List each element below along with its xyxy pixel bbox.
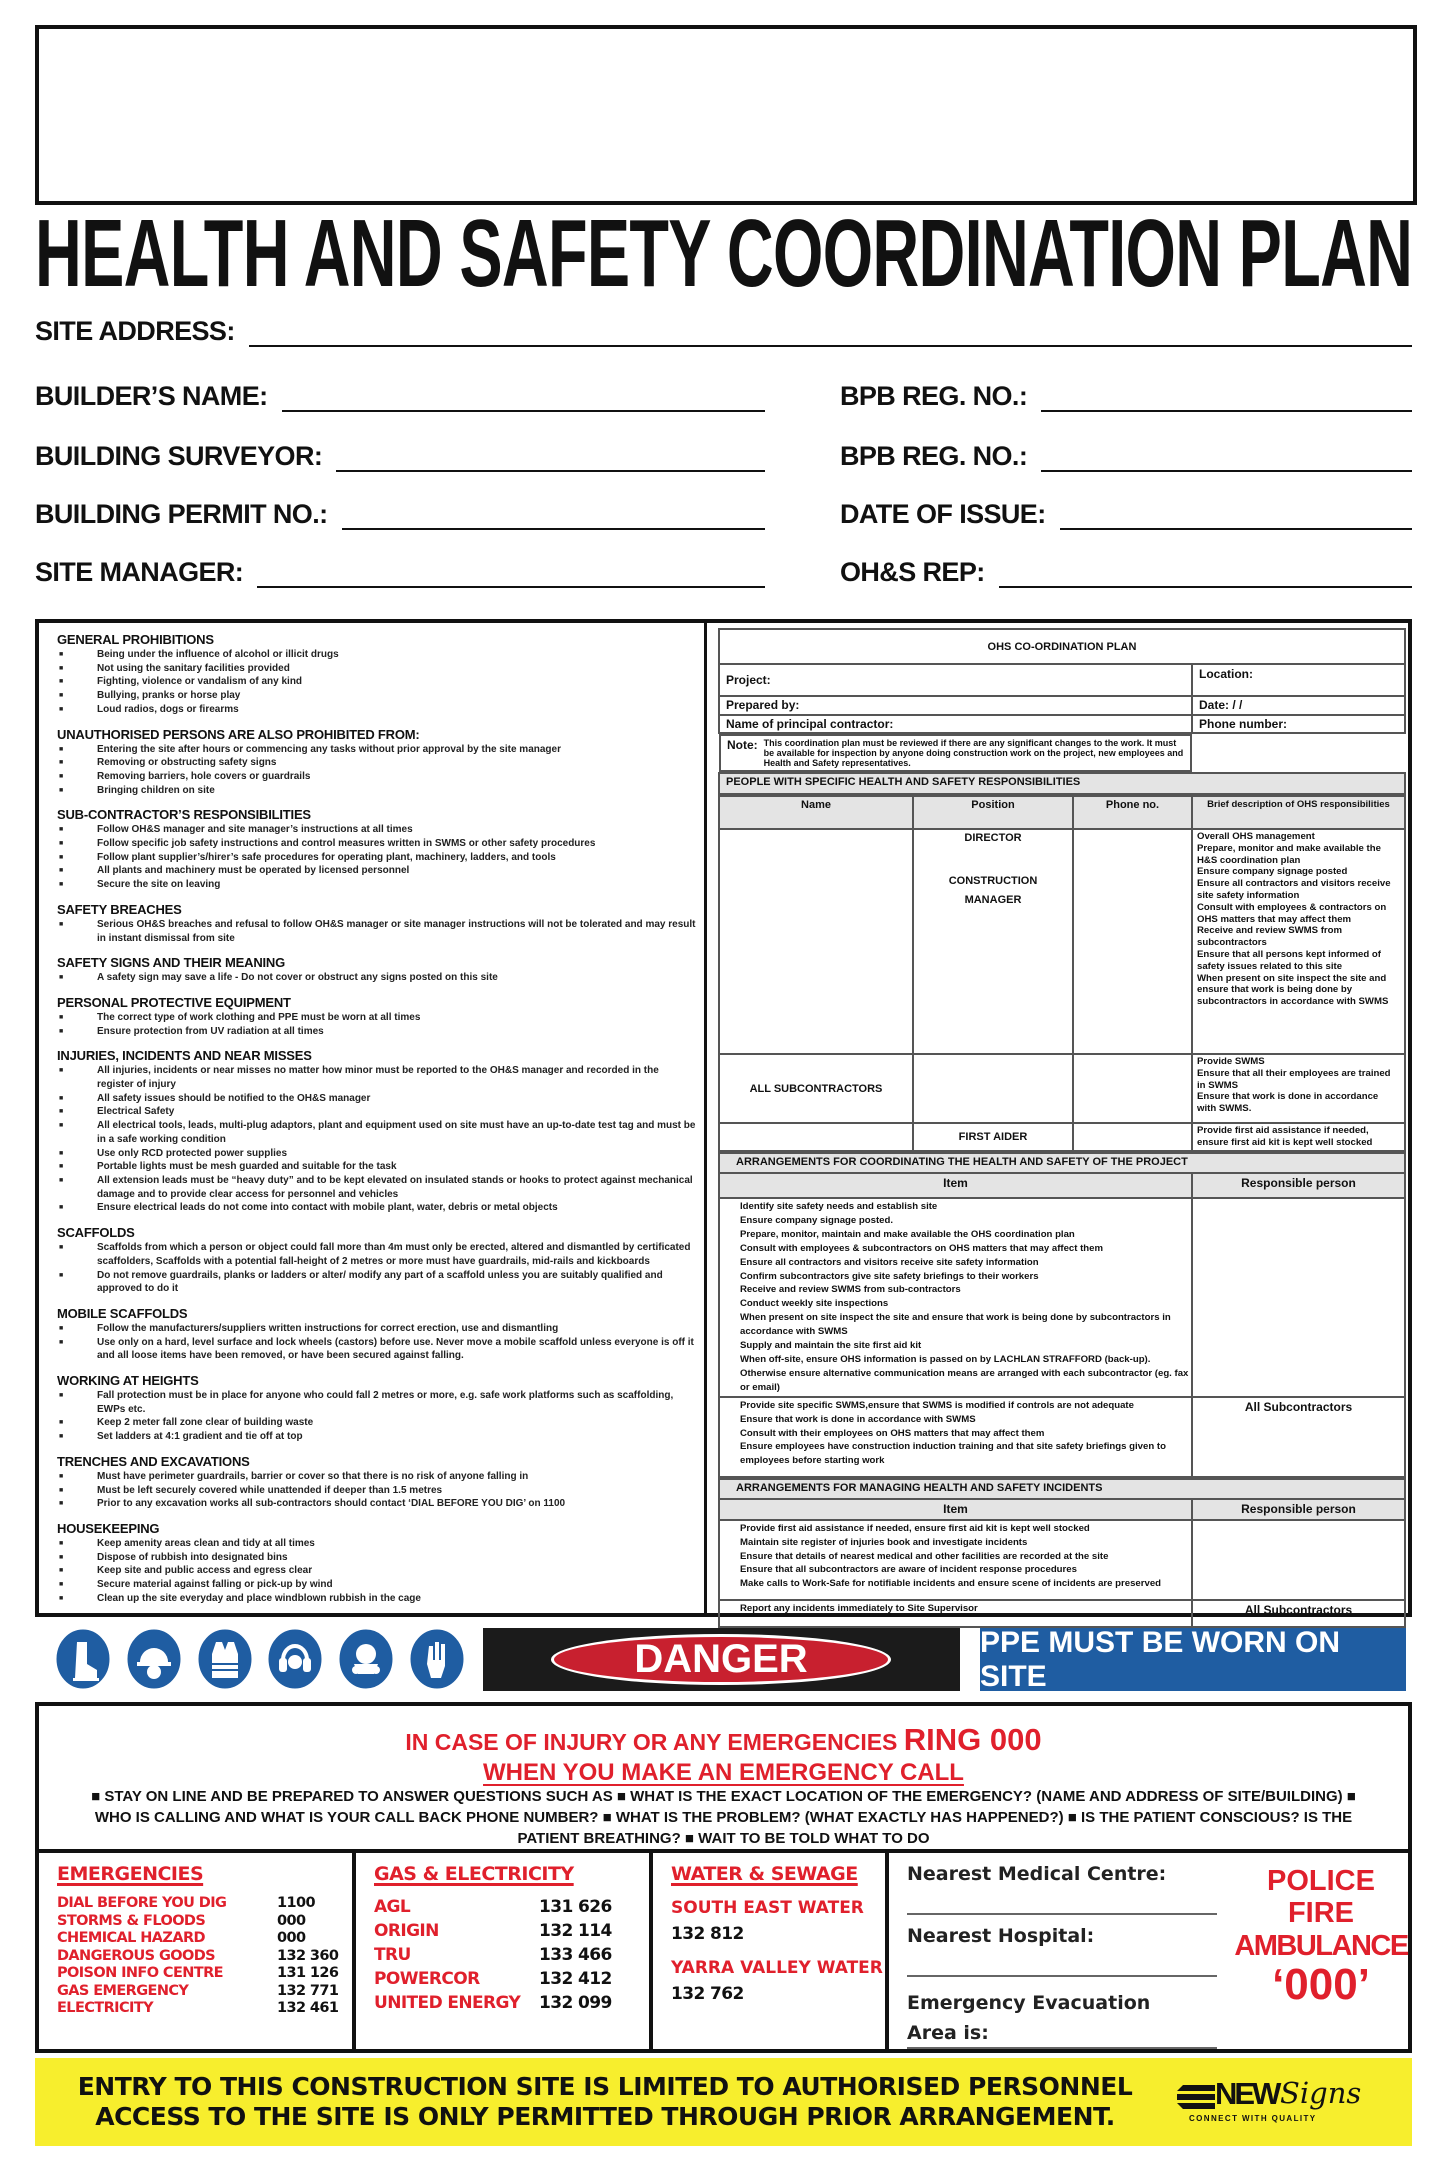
prepared-by-field[interactable]: Prepared by: (719, 696, 1192, 715)
arrangement-item: Identify site safety needs and establish site (740, 1201, 938, 1212)
rule-heading: SUB-CONTRACTOR’S RESPONSIBILITIES (57, 807, 311, 823)
location-field[interactable]: Location: (1192, 664, 1405, 696)
arrangement-row (719, 1600, 1405, 1627)
project-field[interactable]: Project: (719, 664, 1192, 696)
fire-label: FIRE (1287, 1897, 1355, 1929)
rule-item: ■ Electrical Safety (57, 1105, 696, 1119)
contact-name: ORIGIN (374, 1921, 439, 1941)
rule-section (57, 1305, 696, 1363)
rule-item: ■ Must have perimeter guardrails, barrier or cover so that there is no risk of anyone falling in (57, 1470, 696, 1484)
rule-item: ■ All injuries, incidents or near misses no matter how minor must be reported to the OH&S manager and recorded in the register of injury (57, 1064, 696, 1091)
column-header: Brief description of OHS responsibilities (1192, 796, 1405, 829)
rule-item: ■ Must be left securely covered while unattended if deeper than 1.5 metres (57, 1484, 696, 1498)
rule-list (57, 1322, 696, 1363)
rule-section (57, 954, 696, 985)
rule-item: ■ Fall protection must be in place for anyone who could fall 2 metres or more, e.g. safe work platforms such as scaffolding, EWPs etc. (57, 1389, 696, 1416)
phone-cell[interactable] (1073, 1054, 1192, 1123)
field-input-line[interactable] (257, 562, 765, 588)
rule-item: ■ Follow OH&S manager and site manager’s instructions at all times (57, 823, 696, 837)
field-label: BUILDING PERMIT NO.: (35, 499, 328, 529)
coordinating-table (718, 1152, 1406, 1478)
rule-item: ■ Removing barriers, hole covers or guardrails (57, 770, 696, 784)
contact-number: 000 (277, 1930, 306, 1946)
responsible-person-cell[interactable] (1192, 1198, 1405, 1397)
contact-row (57, 1895, 352, 1913)
rule-item: ■ Fighting, violence or vandalism of any kind (57, 675, 696, 689)
responsibility-item: Provide SWMS (1197, 1056, 1265, 1067)
rule-item: ■ A safety sign may save a life - Do not cover or obstruct any signs posted on this site (57, 971, 696, 985)
ppe-text: PPE MUST BE WORN ON SITE (980, 1625, 1341, 1693)
rule-section (57, 1520, 696, 1606)
ambulance-label: AMBULANCE (1234, 1930, 1408, 1962)
rule-item: ■ Being under the influence of alcohol or illicit drugs (57, 648, 696, 662)
note-label: Note: (727, 738, 758, 752)
rule-list (57, 971, 696, 985)
field-label: DATE OF ISSUE: (840, 499, 1046, 529)
gloves-icon (409, 1628, 465, 1690)
rule-item: ■ Dispose of rubbish into designated bins (57, 1551, 696, 1565)
logo-stripes-icon (1175, 2082, 1215, 2112)
contact-name: ELECTRICITY (57, 2000, 153, 2016)
responsibilities-cell (1192, 1054, 1405, 1123)
contact-row (671, 1955, 885, 2007)
arrangement-item: Report any incidents immediately to Site Supervisor (740, 1602, 978, 1614)
responsibility-item: Receive and review SWMS from subcontractors (1197, 925, 1343, 949)
field-label: BPB REG. NO.: (840, 441, 1028, 471)
emergency-subheading: WHEN YOU MAKE AN EMERGENCY CALL (483, 1759, 964, 1786)
responsibility-item: Ensure all contractors and visitors receive site safety information (1197, 878, 1391, 901)
responsibility-item: Prepare, monitor and make available the H&S coordination plan (1197, 842, 1381, 866)
rule-item: ■ Ensure protection from UV radiation at all times (57, 1025, 696, 1039)
arrangement-item: Prepare, monitor, maintain and make available the OHS coordination plan (740, 1228, 1075, 1240)
position-cell (913, 829, 1073, 1054)
fitted-text: ■ STAY ON LINE AND BE PREPARED TO ANSWER QUESTIONS SUCH AS ■ WHAT IS THE EXACT LOCATION OF THE EMERGENCY? (NAME AND ADDRESS OF SITE/BUILDING) ■ (91, 1788, 1356, 1805)
evacuation-line[interactable]: Area is: (907, 2019, 1217, 2049)
rule-item: ■ Keep site and public access and egress clear (57, 1564, 696, 1578)
contact-row (57, 1930, 352, 1948)
contact-number: 132 099 (539, 1993, 612, 2013)
rule-heading: UNAUTHORISED PERSONS ARE ALSO PROHIBITED FROM: (57, 726, 420, 742)
responsibility-item: Ensure that all persons kept informed of safety issues related to this site (1197, 948, 1381, 972)
rule-list (57, 1389, 696, 1444)
arrangement-item: Ensure company signage posted. (740, 1214, 894, 1226)
contact-group-title: WATER & SEWAGE (671, 1863, 858, 1885)
rule-item: ■ Set ladders at 4:1 gradient and tie off at top (57, 1430, 696, 1444)
site-address-field (35, 313, 1412, 347)
contact-number: 132 412 (539, 1969, 612, 1989)
rule-heading: SAFETY BREACHES (57, 901, 182, 917)
coordinating-header: ARRANGEMENTS FOR COORDINATING THE HEALTH AND SAFETY OF THE PROJECT (719, 1153, 1405, 1173)
contact-row (57, 2000, 352, 2018)
field-label: SITE MANAGER: (35, 557, 244, 587)
rule-list (57, 1537, 696, 1606)
people-table (718, 795, 1406, 1152)
ring-000: RING 000 (903, 1722, 1042, 1757)
rule-list (57, 1241, 696, 1296)
responsible-person-cell[interactable]: All Subcontractors (1192, 1600, 1405, 1627)
arrangement-item: When present on site inspect the site and ensure that work is being done by subcontractors in accordance with SWMS (740, 1312, 1171, 1338)
respirator-icon (338, 1628, 394, 1690)
contact-number: 131 626 (539, 1897, 612, 1917)
rule-item: ■ Use only RCD protected power supplies (57, 1147, 696, 1161)
emergency-heading-text: IN CASE OF INJURY OR ANY EMERGENCIES (405, 1729, 904, 1755)
arrangement-item: Confirm subcontractors give site safety briefings to their workers (740, 1270, 1039, 1282)
person-name-cell[interactable] (719, 829, 913, 1054)
logo-new: NEW (1215, 2076, 1279, 2111)
nearest-facilities (889, 1853, 1234, 2053)
form-field-right (840, 496, 1412, 530)
banner-line-1: ENTRY TO THIS CONSTRUCTION SITE IS LIMITED TO AUTHORISED PERSONNEL (77, 2072, 1133, 2101)
arrangement-item: Ensure that details of nearest medical and other facilities are recorded at the site (740, 1550, 1109, 1562)
responsibility-item: Ensure that work is done in accordance with SWMS. (1197, 1091, 1379, 1115)
page-title (35, 200, 1413, 307)
emergency-number: ‘000’ (1272, 1960, 1370, 2009)
fitted-text: WHO IS CALLING AND WHAT IS YOUR CALL BACK PHONE NUMBER? ■ WHAT IS THE PROBLEM? (WHAT EXACTLY HAS HAPPENED?) ■ IS THE PATIENT CONSCIOUS? IS THE (94, 1809, 1353, 1826)
field-label: BUILDING SURVEYOR: (35, 441, 323, 471)
rule-heading: GENERAL PROHIBITIONS (57, 632, 214, 647)
rule-item: ■ Follow the manufacturers/suppliers written instructions for correct erection, use and dismantling (57, 1322, 696, 1336)
incidents-header: ARRANGEMENTS FOR MANAGING HEALTH AND SAFETY INCIDENTS (719, 1479, 1405, 1499)
site-rules (39, 623, 707, 1613)
form-field-right (840, 438, 1412, 472)
contact-row (374, 1991, 649, 2015)
rule-item: ■ Portable lights must be mesh guarded and suitable for the task (57, 1160, 696, 1174)
form-field-left (35, 438, 765, 472)
rule-section (57, 1047, 696, 1215)
person-name-cell[interactable] (719, 1123, 913, 1151)
arrangement-items (719, 1397, 1192, 1477)
rule-section (57, 726, 696, 798)
rule-item: ■ Bringing children on site (57, 784, 696, 798)
contact-row (57, 1983, 352, 2001)
arrangement-item: Maintain site register of injuries book and investigate incidents (740, 1536, 1028, 1548)
responsibility-item: Overall OHS management (1197, 831, 1315, 842)
contact-row (374, 1943, 649, 1967)
rule-list (57, 1011, 696, 1038)
rule-item: ■ All electrical tools, leads, multi-plug adaptors, plant and equipment used on site must have an up-to-date test tag and must be in a safe working condition (57, 1119, 696, 1146)
rule-section (57, 994, 696, 1038)
arrangement-row (719, 1198, 1405, 1397)
arrangement-row (719, 1397, 1405, 1477)
contact-group-title: EMERGENCIES (57, 1863, 204, 1885)
rule-heading: SCAFFOLDS (57, 1225, 135, 1241)
responsibilities-cell (1192, 1123, 1405, 1151)
position-label: FIRST AIDER (958, 1131, 1028, 1143)
rule-section (57, 1372, 696, 1444)
rule-item: ■ Use only on a hard, level surface and lock wheels (castors) before use. Never move a mobile scaffold unless everyone is off it and all loose items have been removed, or have been secured against falling. (57, 1336, 696, 1363)
nearest-hospital-line[interactable] (907, 1947, 1217, 1977)
arrangement-row (719, 1520, 1405, 1600)
responsible-column-header: Responsible person (1192, 1499, 1405, 1520)
people-section-header: PEOPLE WITH SPECIFIC HEALTH AND SAFETY RESPONSIBILITIES (719, 773, 1405, 794)
access-banner (35, 2058, 1412, 2146)
rule-item: ■ All extension leads must be “heavy duty” and to be kept elevated on insulated stands or hooks to protect against mechanical damage and to provide clear access for personnel and vehicles (57, 1174, 696, 1201)
arrangement-item: Make calls to Work-Safe for notifiable incidents and ensure scene of incidents are preserved (740, 1578, 1162, 1590)
evacuation-label: Emergency Evacuation (907, 1992, 1151, 2014)
banner-line-2: ACCESS TO THE SITE IS ONLY PERMITTED THROUGH PRIOR ARRANGEMENT. (95, 2102, 1115, 2131)
arrangement-item: Provide site specific SWMS,ensure that SWMS is modified if controls are not adequate (740, 1399, 1134, 1411)
instruction-line-1 (39, 1788, 1408, 1805)
contact-name: SOUTH EAST WATER (671, 1898, 864, 1918)
arrangement-items (719, 1520, 1192, 1600)
water-contacts (653, 1853, 889, 2053)
hard-hat-icon (126, 1628, 182, 1690)
field-input-line[interactable] (1060, 504, 1412, 530)
contact-name: YARRA VALLEY WATER (671, 1958, 883, 1978)
note-text: This coordination plan must be reviewed if there are any significant changes to the work. It must be available for inspection by anyone doing construction work on the project, new employees and Health and Safety representatives. (763, 738, 1184, 768)
rule-list (57, 823, 696, 892)
note-row (719, 734, 1192, 772)
arrangement-item: Consult with employees & subcontractors on OHS matters that may affect them (740, 1242, 1104, 1254)
rule-heading: WORKING AT HEIGHTS (57, 1373, 199, 1389)
rule-list (57, 743, 696, 798)
police-label: POLICE (1267, 1865, 1375, 1897)
arrangement-item: Supply and maintain the site first aid kit (740, 1340, 922, 1352)
form-field-left (35, 554, 765, 588)
date-field[interactable]: Date: / / (1192, 696, 1405, 715)
contact-name: POWERCOR (374, 1969, 480, 1989)
arrangement-item: Consult with their employees on OHS matters that may affect them (740, 1427, 1045, 1439)
logo-signs: Signs (1280, 2076, 1362, 2110)
ohs-plan-header-table (718, 628, 1406, 795)
rule-item: ■ Removing or obstructing safety signs (57, 756, 696, 770)
phone-cell[interactable] (1073, 829, 1192, 1054)
rule-list (57, 648, 696, 717)
rule-heading: HOUSEKEEPING (57, 1520, 160, 1536)
responsibility-item: Provide first aid assistance if needed, ensure first aid kit is kept well stocked (1197, 1125, 1373, 1148)
form-field-right (840, 554, 1412, 588)
rule-heading: TRENCHES AND EXCAVATIONS (57, 1453, 250, 1469)
contact-name: GAS EMERGENCY (57, 1982, 189, 1999)
column-header: Position (913, 796, 1073, 829)
rule-item: ■ Clean up the site everyday and place windblown rubbish in the cage (57, 1592, 696, 1606)
principal-contractor-field[interactable]: Name of principal contractor: (719, 715, 1192, 733)
people-row (719, 829, 1405, 1054)
position-label: CONSTRUCTION MANAGER (948, 875, 1038, 906)
responsibilities-cell (1192, 829, 1405, 1054)
site-address-label: SITE ADDRESS: (35, 316, 235, 346)
rule-item: ■ Serious OH&S breaches and refusal to follow OH&S manager or site manager instructions will not be tolerated and may result in instant dismissal from site (57, 918, 696, 945)
field-input-line[interactable] (282, 386, 766, 412)
phone-number-field[interactable]: Phone number: (1192, 715, 1405, 733)
danger-sign (483, 1628, 960, 1691)
rule-section (57, 901, 696, 945)
field-label: BUILDER’S NAME: (35, 381, 268, 411)
rule-section (57, 1453, 696, 1511)
responsible-person-cell[interactable] (1192, 1520, 1405, 1600)
column-header: Name (719, 796, 913, 829)
rule-item: ■ Keep amenity areas clean and tidy at all times (57, 1537, 696, 1551)
rule-item: ■ Loud radios, dogs or firearms (57, 703, 696, 717)
phone-cell[interactable] (1073, 1123, 1192, 1151)
contact-number: 132 812 (671, 1924, 744, 1944)
person-name-cell[interactable]: ALL SUBCONTRACTORS (719, 1054, 913, 1123)
position-label: DIRECTOR (964, 832, 1022, 844)
instruction-line-3: PATIENT BREATHING? ■ WAIT TO BE TOLD WHAT TO DO (517, 1830, 930, 1847)
emergencies-contacts (39, 1853, 356, 2053)
arrangement-items (719, 1198, 1192, 1397)
arrangement-item: When off-site, ensure OHS information is passed on by LACHLAN STRAFFORD (back-up). Otherwise ensure alternative communication means are arranged with each subcontractor (eg. fax or email) (740, 1353, 1189, 1393)
rule-item: ■ Scaffolds from which a person or object could fall more than 4m must only be erected, altered and dismantled by certificated scaffolders, Scaffolds with a potential fall-height of 2 metres or more must have guardrails, mid-rails and kickboards (57, 1241, 696, 1268)
contact-number: 132 360 (277, 1947, 339, 1964)
incidents-table (718, 1478, 1406, 1628)
newsigns-logo (1175, 2076, 1365, 2131)
nearest-medical-label: Nearest Medical Centre: (907, 1863, 1167, 1885)
contact-number: 133 466 (539, 1945, 612, 1965)
arrangement-item: Ensure that work is done in accordance with SWMS (740, 1413, 976, 1425)
arrangement-items (719, 1600, 1192, 1627)
rule-item: ■ Not using the sanitary facilities provided (57, 662, 696, 676)
rule-item: ■ Prior to any excavation works all sub-contractors should contact ‘DIAL BEFORE YOU DIG’ on 1100 (57, 1497, 696, 1511)
rule-item: ■ Secure the site on leaving (57, 878, 696, 892)
contacts-row (39, 1849, 1408, 2049)
contact-number: 132 114 (539, 1921, 612, 1941)
contact-number: 1100 (277, 1895, 315, 1911)
contact-number: 131 126 (277, 1965, 339, 1981)
hi-vis-vest-icon (197, 1628, 253, 1690)
people-row (719, 1054, 1405, 1123)
blank-header-panel (35, 25, 1417, 205)
position-cell (913, 1123, 1073, 1151)
rule-list (57, 1470, 696, 1511)
rule-item: ■ The correct type of work clothing and PPE must be worn at all times (57, 1011, 696, 1025)
contact-name: CHEMICAL HAZARD (57, 1930, 205, 1946)
contact-name: POISON INFO CENTRE (57, 1965, 223, 1981)
rule-item: ■ Do not remove guardrails, planks or ladders or alter/ modify any part of a scaffold unless you are suitably qualified and approved to do it (57, 1269, 696, 1296)
fitted-text: HEALTH AND SAFETY COORDINATION PLAN (35, 200, 1413, 307)
site-address-line[interactable] (249, 321, 1412, 347)
nearest-hospital-label: Nearest Hospital: (907, 1925, 1095, 1947)
contact-name: TRU (374, 1945, 411, 1965)
field-input-line[interactable] (342, 504, 766, 530)
logo-tagline: CONNECT WITH QUALITY (1189, 2114, 1317, 2123)
responsibility-item: Ensure company signage posted (1197, 866, 1348, 878)
item-column-header: Item (719, 1499, 1192, 1520)
safety-boots-icon (55, 1628, 111, 1690)
ohs-coordination-plan (718, 628, 1406, 1628)
danger-text: DANGER (634, 1637, 808, 1681)
arrangement-item: Ensure employees have construction induction training and that site safety briefings given to employees before starting work (740, 1441, 1166, 1467)
rule-list (57, 918, 696, 945)
contact-row (671, 1895, 885, 1947)
rule-item: ■ Follow plant supplier’s/hirer’s safe procedures for operating plant, machinery, ladders, and tools (57, 851, 696, 865)
rule-list (57, 1064, 696, 1215)
gas-contacts (356, 1853, 653, 2053)
rule-section (57, 806, 696, 892)
rule-section (57, 631, 696, 717)
column-header: Phone no. (1073, 796, 1192, 829)
emergency-panel (35, 1702, 1412, 2053)
people-row (719, 1123, 1405, 1151)
contact-name: AGL (374, 1897, 411, 1917)
nearest-medical-line[interactable] (907, 1885, 1217, 1915)
field-input-line[interactable] (1041, 386, 1412, 412)
rule-section (57, 1224, 696, 1296)
rule-item: ■ All plants and machinery must be operated by licensed personnel (57, 864, 696, 878)
emergency-heading (39, 1722, 1408, 1758)
emergency-services (1234, 1853, 1408, 2053)
form-field-left (35, 378, 765, 412)
rule-item: ■ Follow specific job safety instructions and control measures written in SWMS or other safety procedures (57, 837, 696, 851)
rule-item: ■ Bullying, pranks or horse play (57, 689, 696, 703)
rule-item: ■ Entering the site after hours or commencing any tasks without prior approval by the site manager (57, 743, 696, 757)
rule-item: ■ Ensure electrical leads do not come into contact with mobile plant, water, debris or metal objects (57, 1201, 696, 1215)
contact-number: 132 461 (277, 2000, 339, 2016)
arrangement-item: Provide first aid assistance if needed, ensure first aid kit is kept well stocked (740, 1522, 1090, 1534)
responsibility-item: When present on site inspect the site and ensure that work is being done by subcontractors in accordance with SWMS (1197, 972, 1389, 1008)
field-input-line[interactable] (999, 562, 1412, 588)
arrangement-item: Ensure that all subcontractors are aware of incident response procedures (740, 1564, 1077, 1576)
form-field-right (840, 378, 1412, 412)
rule-heading: PERSONAL PROTECTIVE EQUIPMENT (57, 994, 291, 1010)
position-cell (913, 1054, 1073, 1123)
arrangement-item: Ensure all contractors and visitors receive site safety information (740, 1256, 1039, 1268)
rule-heading: MOBILE SCAFFOLDS (57, 1305, 188, 1321)
item-column-header: Item (719, 1173, 1192, 1198)
contact-row (374, 1895, 649, 1919)
ohs-plan-title: OHS CO-ORDINATION PLAN (719, 629, 1405, 664)
contact-name: STORMS & FLOODS (57, 1912, 206, 1929)
rule-heading: INJURIES, INCIDENTS AND NEAR MISSES (57, 1048, 312, 1064)
field-input-line[interactable] (336, 446, 765, 472)
rule-heading: SAFETY SIGNS AND THEIR MEANING (57, 955, 286, 971)
hearing-protection-icon (267, 1628, 323, 1690)
contact-name: UNITED ENERGY (374, 1993, 521, 2013)
arrangement-item: Conduct weekly site inspections (740, 1298, 889, 1310)
form-field-left (35, 496, 765, 530)
ppe-sign (980, 1625, 1406, 1693)
contact-number: 132 771 (277, 1982, 339, 1999)
contact-row (57, 1948, 352, 1966)
arrangement-item: Receive and review SWMS from sub-contractors (740, 1284, 961, 1296)
contact-row (57, 1913, 352, 1931)
contact-row (374, 1919, 649, 1943)
contact-row (57, 1965, 352, 1983)
contact-name: DANGEROUS GOODS (57, 1947, 215, 1964)
responsibility-item: Consult with employees & contractors on OHS matters that may affect them (1197, 901, 1387, 925)
rule-item: ■ Keep 2 meter fall zone clear of building waste (57, 1416, 696, 1430)
instruction-line-2 (39, 1809, 1408, 1826)
contact-number: 132 762 (671, 1984, 744, 2004)
contact-number: 000 (277, 1912, 306, 1929)
contact-row (374, 1967, 649, 1991)
responsibility-item: Ensure that all their employees are trained in SWMS (1197, 1067, 1391, 1091)
responsible-person-cell[interactable]: All Subcontractors (1192, 1397, 1405, 1477)
rule-item: ■ All safety issues should be notified to the OH&S manager (57, 1092, 696, 1106)
field-label: BPB REG. NO.: (840, 381, 1028, 411)
field-label: OH&S REP: (840, 557, 985, 587)
ppe-icons (55, 1628, 465, 1690)
contact-name: DIAL BEFORE YOU DIG (57, 1895, 227, 1911)
contact-group-title: GAS & ELECTRICITY (374, 1863, 574, 1885)
field-input-line[interactable] (1041, 446, 1412, 472)
rule-item: ■ Secure material against falling or pick-up by wind (57, 1578, 696, 1592)
responsible-column-header: Responsible person (1192, 1173, 1405, 1198)
